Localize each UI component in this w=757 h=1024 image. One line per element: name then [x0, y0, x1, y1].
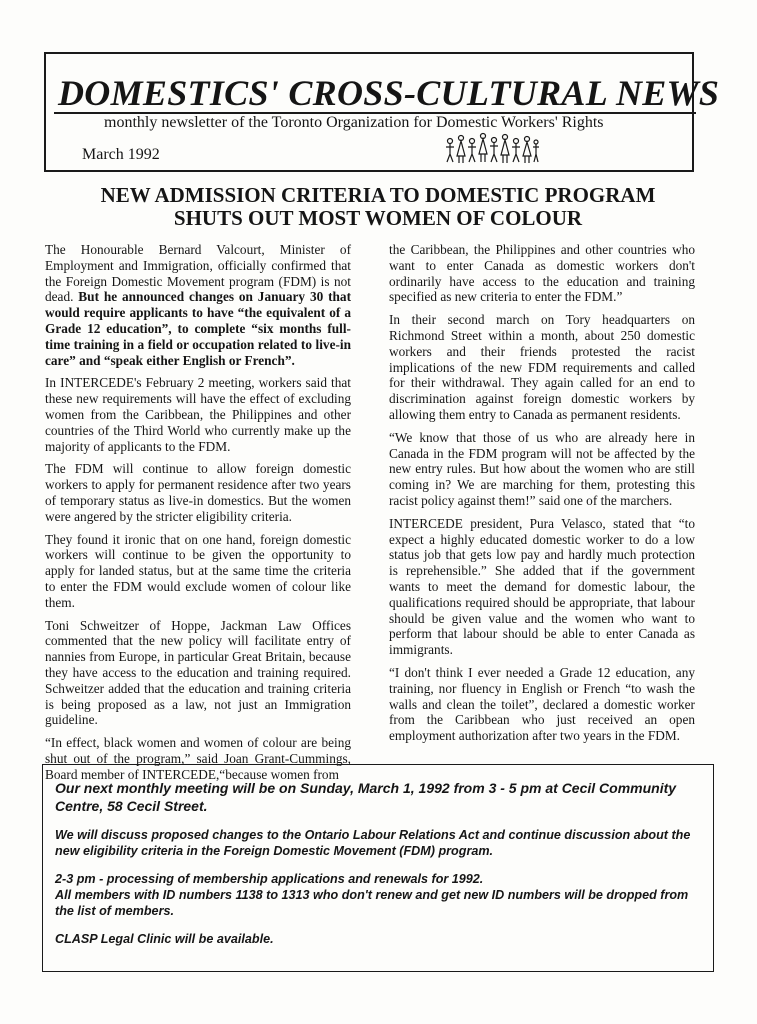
meeting-notice-box — [42, 764, 714, 972]
article-paragraph: INTERCEDE president, Pura Velasco, stated that “to expect a highly educated domestic worker to do a low status job that gets low pay and hardly much protection is reprehensible.” She added that if the government wants to meet the demand for domestic labour, the qualifications required should be appropriate, that labour should be given value and the women who want to perform that labour should be able to enter Canada as immigrants. — [389, 515, 695, 658]
headline-line-2: SHUTS OUT MOST WOMEN OF COLOUR — [173, 206, 583, 230]
meeting-discussion: We will discuss proposed changes to the Ontario Labour Relations Act and continue discussion about the new eligibility criteria in the Foreign Domestic Movement (FDM) program. — [55, 828, 691, 858]
article-paragraph: “In effect, black women and women of colour are being shut out of the program,” said Joan Grant-Cummings, Board member of INTERCEDE,“because women from — [45, 735, 351, 782]
article-paragraph: “I don't think I ever needed a Grade 12 education, any training, nor fluency in English or French “to wash the walls and clean the toilet”, declared a domestic worker from the Caribbean who just received an open employment authorization after two years in the FDM. — [389, 664, 695, 744]
article-paragraph: “We know that those of us who are already here in Canada in the FDM program will not be affected by the new entry rules. But how about the women who are still coming in? We are marching for them, protesting this racist policy against them!” said one of the marchers. — [389, 429, 695, 508]
article-paragraph: The FDM will continue to allow foreign domestic workers to apply for permanent residence after two years of temporary status as live-in domestics. But the women were angered by the stricter eligibility criteria. — [45, 461, 351, 524]
meeting-announcement: Our next monthly meeting will be on Sunday, March 1, 1992 from 3 - 5 pm at Cecil Community Centre, 58 Cecil Street. — [55, 780, 677, 814]
masthead — [44, 52, 720, 172]
paragraph-bold-text: But he announced changes on January 30 that would require applicants to have “the equivalent of a Grade 12 education”, to complete “six months full-time training in a field or occupation related to live-in care” and “speak either English or French”. — [45, 289, 351, 368]
meeting-schedule — [55, 871, 701, 919]
newsletter-title: DOMESTICS' CROSS-CULTURAL NEWS — [58, 73, 720, 113]
article-paragraph: the Caribbean, the Philippines and other countries who want to enter Canada as domestic workers don't ordinarily have access to the education and training specified as new criteria to enter the FDM.” — [389, 242, 695, 305]
article-paragraph — [45, 242, 351, 368]
headline-line-1: NEW ADMISSION CRITERIA TO DOMESTIC PROGRAM — [100, 183, 656, 207]
legal-clinic-note: CLASP Legal Clinic will be available. — [55, 932, 274, 946]
article-paragraph: In INTERCEDE's February 2 meeting, workers said that these new requirements will have the effect of excluding women from the Caribbean, the Philippines and other countries of the Third World who currently make up the majority of applicants to the FDM. — [45, 375, 351, 454]
article-column-right — [389, 242, 695, 751]
paragraph-text: The Honourable Bernard Valcourt, Minister of Employment and Immigration, officially confirmed that the Foreign Domestic Movement program (FDM) is not dead. — [45, 242, 351, 305]
issue-date: March 1992 — [82, 146, 160, 163]
newsletter-subtitle: monthly newsletter of the Toronto Organization for Domestic Workers' Rights — [104, 114, 604, 131]
schedule-line: All members with ID numbers 1138 to 1313 who don't renew and get new ID numbers will be dropped from the list of members. — [55, 888, 689, 918]
article-column-left — [45, 242, 351, 790]
schedule-line: 2-3 pm - processing of membership applications and renewals for 1992. — [55, 872, 484, 886]
headline — [40, 184, 716, 230]
people-group-icon — [444, 132, 540, 166]
article-paragraph: Toni Schweitzer of Hoppe, Jackman Law Offices commented that the new policy will facilitate entry of nannies from Europe, in particular Great Britain, because they have access to the education and training required. Schweitzer added that the education and training criteria is being proposed as a law, not just an Immigration guideline. — [45, 617, 351, 728]
article-paragraph: In their second march on Tory headquarters on Richmond Street within a month, about 250 domestic workers and their friends protested the racist implications of the new FDM requirements and called for their withdrawal. They again called for an end to discrimination against foreign domestic workers by allowing them entry to Canada as permanent residents. — [389, 312, 695, 422]
article-paragraph: They found it ironic that on one hand, foreign domestic workers will continue to be given the opportunity to apply for landed status, but at the same time the criteria to enter the FDM would exclude women of colour like them. — [45, 531, 351, 610]
